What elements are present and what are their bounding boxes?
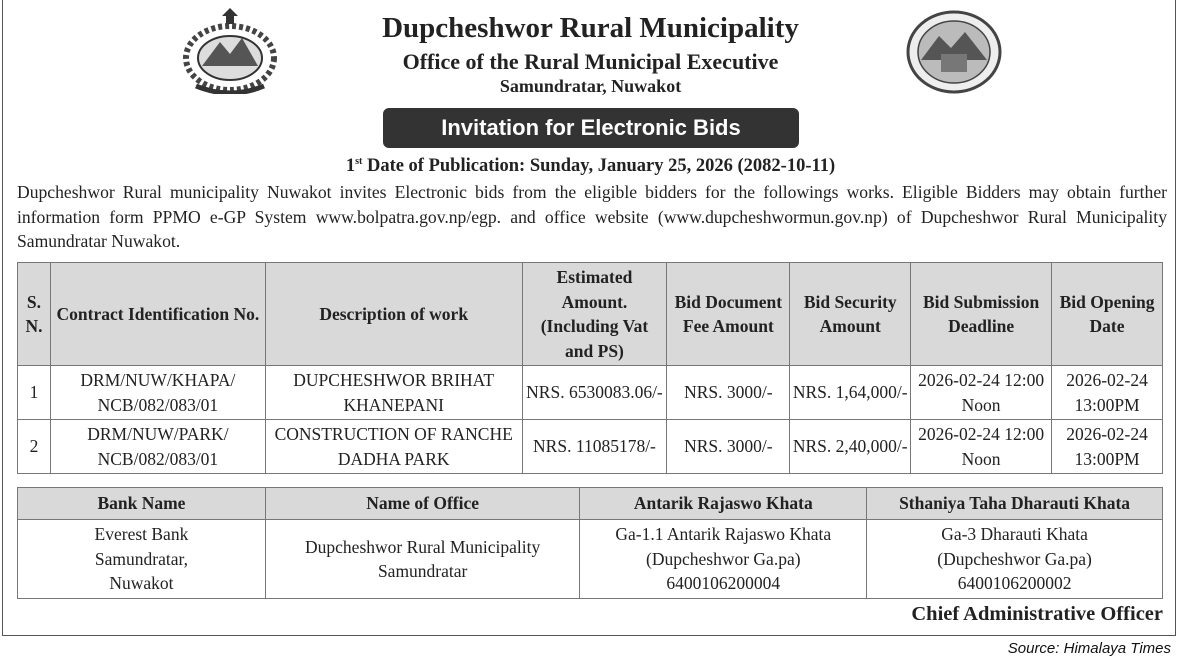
cell: NRS. 1,64,000/- xyxy=(790,366,911,420)
bids-table xyxy=(17,262,1163,474)
cell: Dupcheshwor Rural Municipality Samundratar xyxy=(265,520,580,599)
cell: NRS. 2,40,000/- xyxy=(790,420,911,474)
table-row xyxy=(18,520,1163,599)
bank-table xyxy=(17,487,1163,599)
cell: 2026-02-24 13:00PM xyxy=(1052,420,1163,474)
col-bid-security: Bid Security Amount xyxy=(790,263,911,366)
cell: NRS. 11085178/- xyxy=(522,420,667,474)
table-row xyxy=(18,366,1163,420)
cell: NRS. 6530083.06/- xyxy=(522,366,667,420)
cell: NRS. 3000/- xyxy=(667,420,790,474)
location-line: Samundratar, Nuwakot xyxy=(499,76,682,96)
office-subtitle: Office of the Rural Municipal Executive xyxy=(402,49,779,74)
cell: 2026-02-24 13:00PM xyxy=(1052,366,1163,420)
municipality-title: Dupcheshwor Rural Municipality xyxy=(382,12,799,44)
publication-date: 1st Date of Publication: Sunday, January 25, 2026 (2082-10-11) xyxy=(345,156,836,177)
col-estimated-amount: Estimated Amount. (Including Vat and PS) xyxy=(522,263,667,366)
cell: Ga-3 Dharauti Khata (Dupcheshwor Ga.pa) 6400106200002 xyxy=(867,520,1163,599)
col-description: Description of work xyxy=(265,263,522,366)
bank-table-header xyxy=(18,488,1163,520)
col-submission-deadline: Bid Submission Deadline xyxy=(911,263,1052,366)
cell: 2 xyxy=(18,420,51,474)
cell: 2026-02-24 12:00 Noon xyxy=(911,366,1052,420)
col-bank-name: Bank Name xyxy=(18,488,266,520)
cell: Everest Bank Samundratar, Nuwakot xyxy=(18,520,266,599)
col-office-name: Name of Office xyxy=(265,488,580,520)
col-document-fee: Bid Document Fee Amount xyxy=(667,263,790,366)
col-opening-date: Bid Opening Date xyxy=(1052,263,1163,366)
source-credit: Source: Himalaya Times xyxy=(1007,640,1171,657)
cell: NRS. 3000/- xyxy=(667,366,790,420)
signatory-title: Chief Administrative Officer xyxy=(911,603,1163,625)
col-contract-id: Contract Identification No. xyxy=(50,263,265,366)
notice-banner: Invitation for Electronic Bids xyxy=(383,108,799,148)
col-dharauti-khata: Sthaniya Taha Dharauti Khata xyxy=(867,488,1163,520)
col-sn: S. N. xyxy=(18,263,51,366)
col-antarik-khata: Antarik Rajaswo Khata xyxy=(580,488,867,520)
intro-paragraph: Dupcheshwor Rural municipality Nuwakot invites Electronic bids from the eligible bidders for the followings works. Eligible Bidders may obtain further information form PPMO e-GP System www.bolpatra.gov.np/egp. and office website (www.dupcheshwormun.gov.np) of Dupcheshwor Rural Municipality Samundratar Nuwakot. xyxy=(17,182,1167,251)
cell: 2026-02-24 12:00 Noon xyxy=(911,420,1052,474)
cell: 1 xyxy=(18,366,51,420)
cell: CONSTRUCTION OF RANCHE DADHA PARK xyxy=(265,420,522,474)
cell: Ga-1.1 Antarik Rajaswo Khata (Dupcheshwor Ga.pa) 6400106200004 xyxy=(580,520,867,599)
cell: DRM/NUW/PARK/ NCB/082/083/01 xyxy=(50,420,265,474)
cell: DRM/NUW/KHAPA/ NCB/082/083/01 xyxy=(50,366,265,420)
bids-table-header xyxy=(18,263,1163,366)
table-row xyxy=(18,420,1163,474)
cell: DUPCHESHWOR BRIHAT KHANEPANI xyxy=(265,366,522,420)
